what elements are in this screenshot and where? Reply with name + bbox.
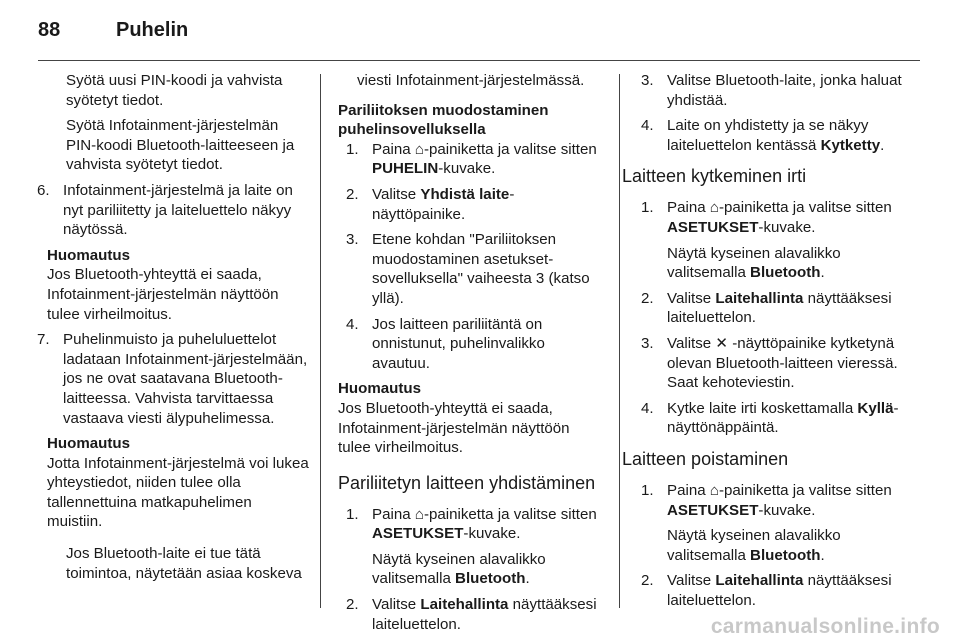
list-number: 4.	[641, 399, 654, 417]
text: Valitse Bluetooth-laite, jonka haluat yhdistää.	[667, 72, 902, 109]
list-number: 7.	[37, 331, 50, 349]
column-divider-2	[619, 74, 620, 608]
list-number: 1.	[641, 481, 654, 499]
section-heading: Laitteen kytkeminen irti	[622, 166, 807, 187]
list-number: 2.	[346, 185, 359, 203]
text: Paina	[372, 505, 415, 523]
text: -näyttöpainike kytketynä olevan Bluetooth-laitteen vieressä. Saat kehoteviestin.	[667, 334, 898, 392]
text: Valitse	[667, 334, 716, 352]
text: näyttääksesi laiteluettelon.	[667, 289, 892, 327]
list-item	[346, 315, 604, 374]
note-text: Jos Bluetooth-yhteyttä ei saada, Infotainment-järjestelmän näyttöön tulee virheilmoitus.	[338, 399, 570, 457]
column-2	[338, 71, 604, 640]
list-item	[641, 289, 912, 328]
text: -näyttönäppäintä.	[667, 399, 899, 437]
paragraph: Syötä Infotainment-järjestelmän PIN-koodi Bluetooth-laitteeseen ja vahvista syötetyt tiedot.	[66, 117, 295, 174]
text: Paina	[667, 481, 710, 499]
list-item	[641, 334, 912, 393]
column-divider-1	[320, 74, 321, 608]
list-number: 3.	[641, 72, 654, 89]
text: näyttääksesi laiteluettelon.	[372, 596, 597, 633]
bold-text: Bluetooth	[455, 570, 526, 588]
list-item	[641, 399, 912, 438]
bold-text: Laitehallinta	[715, 289, 804, 307]
bold-text: Bluetooth	[750, 546, 821, 564]
bold-text: Laitehallinta	[715, 572, 804, 590]
text: Jos laitteen pariliitäntä on onnistunut, puhelinvalikko avautuu.	[372, 315, 545, 372]
text: .	[880, 136, 885, 154]
sub-paragraph	[622, 526, 912, 565]
list-number: 3.	[346, 231, 359, 249]
list-text: Infotainment-järjestelmä ja laite on nyt pariliitetty ja laiteluettelo näkyy näytössä.	[63, 181, 293, 239]
list-number: 6.	[37, 181, 50, 199]
header-rule	[38, 60, 920, 61]
list-item	[641, 481, 912, 520]
list-number: 2.	[641, 289, 654, 307]
column-1	[37, 71, 309, 589]
text: -kuvake.	[758, 218, 816, 236]
page-header	[38, 19, 188, 42]
list-number: 2.	[641, 572, 654, 590]
list-item	[37, 181, 309, 240]
text: -kuvake.	[758, 501, 816, 519]
bold-text: ASETUKSET	[372, 525, 464, 543]
text: .	[820, 546, 825, 564]
text: -painiketta ja valitse sitten	[718, 481, 892, 499]
text: Etene kohdan "Pariliitoksen muodostaminen asetukset-sovelluksella" vaiheesta 3 (katso yllä).	[372, 231, 590, 307]
text: näyttääksesi laiteluettelon.	[667, 572, 892, 609]
text: -painiketta ja valitse sitten	[423, 505, 597, 523]
list-number: 4.	[641, 117, 654, 135]
list-item	[346, 595, 604, 634]
close-x-icon: ✕	[715, 334, 729, 352]
text: Valitse	[667, 572, 716, 590]
list-item	[346, 505, 604, 544]
list-item	[641, 571, 912, 610]
text: .	[820, 264, 825, 282]
page-number: 88	[38, 19, 61, 41]
bold-text: ASETUKSET	[667, 501, 759, 519]
section-heading: Pariliitetyn laitteen yhdistäminen	[338, 472, 596, 493]
text: Paina	[667, 199, 710, 217]
text: Valitse	[372, 596, 421, 614]
bold-text: ASETUKSET	[667, 218, 759, 236]
watermark: carmanualsonline.info	[710, 615, 940, 638]
text: -kuvake.	[463, 525, 521, 543]
bold-text: Yhdistä laite	[420, 185, 510, 203]
list-number: 4.	[346, 315, 359, 333]
list-number: 1.	[346, 505, 359, 523]
text: Valitse	[667, 289, 716, 307]
home-icon: ⌂	[709, 199, 719, 217]
text: Laite on yhdistetty ja se näkyy laiteluettelon kentässä	[667, 117, 869, 154]
bold-text: PUHELIN	[372, 160, 439, 178]
home-icon: ⌂	[414, 140, 424, 158]
section-heading: Pariliitoksen muodostaminen puhelinsovelluksella	[338, 101, 549, 139]
sub-paragraph	[338, 550, 604, 589]
list-item	[346, 230, 604, 308]
list-text: Puhelinmuisto ja puheluluettelot ladataan Infotainment-järjestelmään, jos ne ovat saatavana Bluetooth-laitteessa. Vahvista tarvittaessa vastaava viesti älypuhelimessa.	[63, 331, 308, 427]
bold-text: Kyllä	[857, 399, 894, 417]
list-item	[37, 330, 309, 428]
list-number: 2.	[346, 596, 359, 614]
paragraph: viesti Infotainment-järjestelmässä.	[357, 72, 585, 89]
list-number: 1.	[346, 140, 359, 158]
list-number: 3.	[641, 334, 654, 352]
list-item	[641, 198, 912, 237]
text: Paina	[372, 140, 415, 158]
text: -kuvake.	[438, 160, 496, 178]
text: Näytä kyseinen alavalikko valitsemalla	[372, 550, 546, 588]
section-heading: Laitteen poistaminen	[622, 448, 789, 469]
note-text: Jotta Infotainment-järjestelmä voi lukea yhteystiedot, niiden tulee olla tallennettuina matkapuhelimen muistiin.	[47, 454, 309, 531]
paragraph: Jos Bluetooth-laite ei tue tätä toimintoa, näytetään asiaa koskeva	[66, 545, 302, 582]
list-number: 1.	[641, 199, 654, 217]
bold-text: Bluetooth	[750, 264, 821, 282]
sub-paragraph	[622, 244, 912, 283]
column-3	[622, 71, 912, 616]
list-item	[641, 116, 912, 155]
text: -näyttöpainike.	[372, 185, 515, 223]
list-item	[346, 140, 604, 179]
list-item	[641, 71, 912, 110]
text: Kytke laite irti koskettamalla	[667, 399, 858, 417]
page-title: Puhelin	[116, 19, 189, 41]
text: Näytä kyseinen alavalikko valitsemalla	[667, 527, 841, 564]
paragraph: Syötä uusi PIN-koodi ja vahvista syötetyt tiedot.	[66, 72, 283, 109]
home-icon: ⌂	[414, 505, 424, 523]
text: .	[525, 570, 530, 588]
bold-text: Kytketty	[820, 136, 881, 154]
text: Valitse	[372, 185, 421, 203]
note-heading: Huomautus	[47, 246, 131, 264]
text: -painiketta ja valitse sitten	[718, 199, 892, 217]
home-icon: ⌂	[709, 481, 719, 499]
note-text: Jos Bluetooth-yhteyttä ei saada, Infotainment-järjestelmän näyttöön tulee virheilmoitus.	[47, 266, 279, 323]
bold-text: Laitehallinta	[420, 596, 509, 614]
note-heading: Huomautus	[338, 380, 422, 398]
text: -painiketta ja valitse sitten	[423, 140, 597, 158]
text: Näytä kyseinen alavalikko valitsemalla	[667, 244, 841, 282]
note-heading: Huomautus	[47, 435, 131, 453]
list-item	[346, 185, 604, 224]
